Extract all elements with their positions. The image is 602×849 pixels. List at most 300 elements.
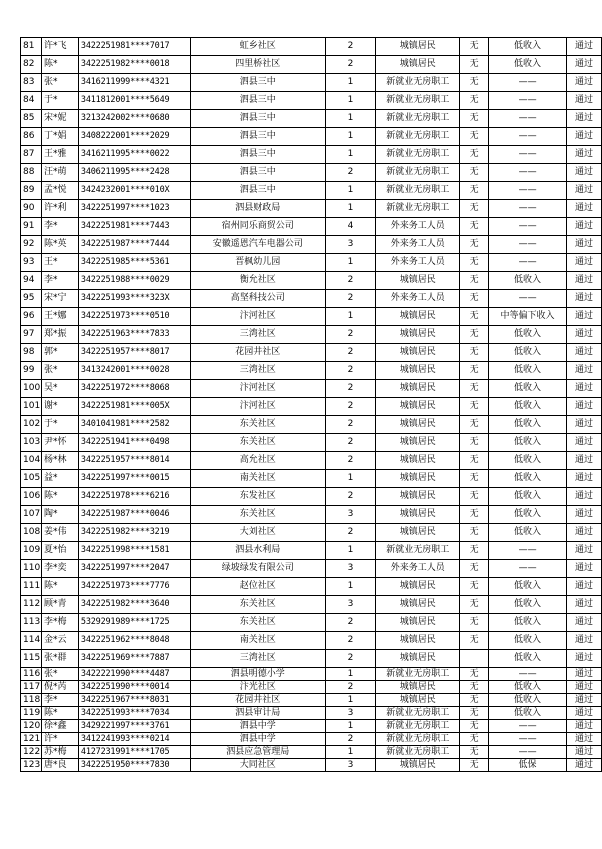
workplace-cell: 三湾社区 xyxy=(190,326,325,344)
row-number-cell: 122 xyxy=(21,746,42,759)
applicant-category-cell: 城镇居民 xyxy=(376,759,460,772)
id-number-cell: 3422251941****0498 xyxy=(78,434,190,452)
applicant-name-cell: 徐*鑫 xyxy=(41,720,78,733)
household-size-cell: 3 xyxy=(325,506,376,524)
workplace-cell: 晋枫幼儿园 xyxy=(190,254,325,272)
applicant-category-cell: 城镇居民 xyxy=(376,362,460,380)
applicant-name-cell: 李* xyxy=(41,694,78,707)
applicant-name-cell: 张* xyxy=(41,362,78,380)
applicant-category-cell: 外来务工人员 xyxy=(376,218,460,236)
income-level-cell: 低收入 xyxy=(489,470,567,488)
row-number-cell: 81 xyxy=(21,38,42,56)
housing-status-cell: 无 xyxy=(460,398,489,416)
id-number-cell: 3422251972****8068 xyxy=(78,380,190,398)
applicant-name-cell: 李* xyxy=(41,218,78,236)
table-row xyxy=(21,681,602,694)
workplace-cell: 花园井社区 xyxy=(190,694,325,707)
applicant-category-cell: 城镇居民 xyxy=(376,596,460,614)
review-result-cell: 通过 xyxy=(567,344,602,362)
applicant-name-cell: 许* xyxy=(41,733,78,746)
row-number-cell: 89 xyxy=(21,182,42,200)
applicant-category-cell: 新就业无房职工 xyxy=(376,542,460,560)
applicant-name-cell: 金*云 xyxy=(41,632,78,650)
table-row xyxy=(21,470,602,488)
id-number-cell: 3422251957****8017 xyxy=(78,344,190,362)
table-row xyxy=(21,596,602,614)
household-size-cell: 2 xyxy=(325,524,376,542)
row-number-cell: 82 xyxy=(21,56,42,74)
workplace-cell: 宿州同乐商贸公司 xyxy=(190,218,325,236)
applicant-category-cell: 城镇居民 xyxy=(376,308,460,326)
household-size-cell: 2 xyxy=(325,164,376,182)
household-size-cell: 1 xyxy=(325,200,376,218)
income-level-cell: 低收入 xyxy=(489,344,567,362)
applicant-name-cell: 丁*娟 xyxy=(41,128,78,146)
household-size-cell: 3 xyxy=(325,560,376,578)
id-number-cell: 3422251973****7776 xyxy=(78,578,190,596)
household-size-cell: 1 xyxy=(325,668,376,681)
applicant-category-cell: 城镇居民 xyxy=(376,694,460,707)
id-number-cell: 3422251997****2047 xyxy=(78,560,190,578)
id-number-cell: 3429221997****3761 xyxy=(78,720,190,733)
workplace-cell: 泗县财政局 xyxy=(190,200,325,218)
row-number-cell: 101 xyxy=(21,398,42,416)
household-size-cell: 1 xyxy=(325,720,376,733)
housing-status-cell: 无 xyxy=(460,236,489,254)
income-level-cell: —— xyxy=(489,182,567,200)
income-level-cell: 低收入 xyxy=(489,56,567,74)
applicant-category-cell: 城镇居民 xyxy=(376,434,460,452)
table-row xyxy=(21,326,602,344)
household-size-cell: 2 xyxy=(325,290,376,308)
income-level-cell: 低收入 xyxy=(489,416,567,434)
income-level-cell: 低收入 xyxy=(489,488,567,506)
income-level-cell: —— xyxy=(489,254,567,272)
applicant-name-cell: 宋*宁 xyxy=(41,290,78,308)
income-level-cell: —— xyxy=(489,720,567,733)
household-size-cell: 1 xyxy=(325,308,376,326)
review-result-cell: 通过 xyxy=(567,506,602,524)
housing-status-cell: 无 xyxy=(460,326,489,344)
row-number-cell: 105 xyxy=(21,470,42,488)
id-number-cell: 3422251997****0015 xyxy=(78,470,190,488)
income-level-cell: —— xyxy=(489,218,567,236)
housing-status-cell: 无 xyxy=(460,759,489,772)
id-number-cell: 3424232001****010X xyxy=(78,182,190,200)
housing-status-cell: 无 xyxy=(460,524,489,542)
household-size-cell: 1 xyxy=(325,470,376,488)
applicant-name-cell: 陶* xyxy=(41,506,78,524)
housing-status-cell: 无 xyxy=(460,578,489,596)
table-row xyxy=(21,398,602,416)
housing-status-cell: 无 xyxy=(460,542,489,560)
review-result-cell: 通过 xyxy=(567,614,602,632)
review-result-cell: 通过 xyxy=(567,326,602,344)
applicant-category-cell: 城镇居民 xyxy=(376,614,460,632)
row-number-cell: 118 xyxy=(21,694,42,707)
income-level-cell: 低收入 xyxy=(489,326,567,344)
table-row xyxy=(21,56,602,74)
housing-status-cell: 无 xyxy=(460,452,489,470)
household-size-cell: 2 xyxy=(325,380,376,398)
table-row xyxy=(21,38,602,56)
workplace-cell: 泗县中学 xyxy=(190,720,325,733)
income-level-cell: 低收入 xyxy=(489,362,567,380)
table-row xyxy=(21,380,602,398)
table-row xyxy=(21,272,602,290)
income-level-cell: 低收入 xyxy=(489,578,567,596)
income-level-cell: 低收入 xyxy=(489,596,567,614)
id-number-cell: 3422251962****8048 xyxy=(78,632,190,650)
housing-status-cell: 无 xyxy=(460,506,489,524)
applicant-category-cell: 新就业无房职工 xyxy=(376,200,460,218)
housing-status-cell: 无 xyxy=(460,38,489,56)
table-row xyxy=(21,694,602,707)
table-row xyxy=(21,74,602,92)
housing-status-cell: 无 xyxy=(460,380,489,398)
applicant-category-cell: 新就业无房职工 xyxy=(376,110,460,128)
applicant-category-cell: 新就业无房职工 xyxy=(376,182,460,200)
table-row xyxy=(21,578,602,596)
review-result-cell: 通过 xyxy=(567,560,602,578)
table-row xyxy=(21,182,602,200)
review-result-cell: 通过 xyxy=(567,650,602,668)
applicant-category-cell: 新就业无房职工 xyxy=(376,733,460,746)
applicant-name-cell: 宋*妮 xyxy=(41,110,78,128)
housing-status-cell: 无 xyxy=(460,200,489,218)
id-number-cell: 3422251978****6216 xyxy=(78,488,190,506)
applicant-category-cell: 新就业无房职工 xyxy=(376,128,460,146)
table-row xyxy=(21,128,602,146)
workplace-cell: 赵位社区 xyxy=(190,578,325,596)
household-size-cell: 2 xyxy=(325,416,376,434)
income-level-cell: 低收入 xyxy=(489,272,567,290)
row-number-cell: 96 xyxy=(21,308,42,326)
applicant-category-cell: 新就业无房职工 xyxy=(376,720,460,733)
review-result-cell: 通过 xyxy=(567,720,602,733)
row-number-cell: 90 xyxy=(21,200,42,218)
workplace-cell: 泗县三中 xyxy=(190,92,325,110)
household-size-cell: 1 xyxy=(325,146,376,164)
workplace-cell: 南关社区 xyxy=(190,632,325,650)
row-number-cell: 108 xyxy=(21,524,42,542)
workplace-cell: 花园井社区 xyxy=(190,344,325,362)
review-result-cell: 通过 xyxy=(567,200,602,218)
row-number-cell: 91 xyxy=(21,218,42,236)
housing-status-cell: 无 xyxy=(460,164,489,182)
applicant-category-cell: 新就业无房职工 xyxy=(376,164,460,182)
table-row xyxy=(21,362,602,380)
household-size-cell: 1 xyxy=(325,578,376,596)
review-result-cell: 通过 xyxy=(567,759,602,772)
review-result-cell: 通过 xyxy=(567,694,602,707)
id-number-cell: 3422251998****1581 xyxy=(78,542,190,560)
applicant-table xyxy=(20,37,602,772)
workplace-cell: 泗县审计局 xyxy=(190,707,325,720)
household-size-cell: 2 xyxy=(325,398,376,416)
id-number-cell: 3422251973****0510 xyxy=(78,308,190,326)
row-number-cell: 88 xyxy=(21,164,42,182)
id-number-cell: 3422251969****7887 xyxy=(78,650,190,668)
applicant-category-cell: 城镇居民 xyxy=(376,380,460,398)
applicant-name-cell: 许*飞 xyxy=(41,38,78,56)
row-number-cell: 84 xyxy=(21,92,42,110)
table-row xyxy=(21,290,602,308)
income-level-cell: 低收入 xyxy=(489,614,567,632)
housing-status-cell: 无 xyxy=(460,434,489,452)
workplace-cell: 泗县三中 xyxy=(190,164,325,182)
workplace-cell: 大刘社区 xyxy=(190,524,325,542)
workplace-cell: 四里桥社区 xyxy=(190,56,325,74)
review-result-cell: 通过 xyxy=(567,362,602,380)
income-level-cell: 低收入 xyxy=(489,632,567,650)
review-result-cell: 通过 xyxy=(567,416,602,434)
id-number-cell: 3422251993****7034 xyxy=(78,707,190,720)
workplace-cell: 大同社区 xyxy=(190,759,325,772)
household-size-cell: 1 xyxy=(325,92,376,110)
table-row xyxy=(21,542,602,560)
review-result-cell: 通过 xyxy=(567,542,602,560)
id-number-cell: 3413242001****0028 xyxy=(78,362,190,380)
table-row xyxy=(21,759,602,772)
row-number-cell: 121 xyxy=(21,733,42,746)
applicant-category-cell: 城镇居民 xyxy=(376,524,460,542)
applicant-category-cell: 城镇居民 xyxy=(376,38,460,56)
household-size-cell: 2 xyxy=(325,362,376,380)
household-size-cell: 1 xyxy=(325,110,376,128)
housing-status-cell: 无 xyxy=(460,290,489,308)
applicant-category-cell: 城镇居民 xyxy=(376,398,460,416)
id-number-cell: 3422251957****8014 xyxy=(78,452,190,470)
income-level-cell: —— xyxy=(489,290,567,308)
table-row xyxy=(21,254,602,272)
applicant-name-cell: 李* xyxy=(41,272,78,290)
table-row xyxy=(21,506,602,524)
table-row xyxy=(21,146,602,164)
id-number-cell: 4127231991****1705 xyxy=(78,746,190,759)
household-size-cell: 3 xyxy=(325,236,376,254)
household-size-cell: 2 xyxy=(325,488,376,506)
applicant-category-cell: 城镇居民 xyxy=(376,632,460,650)
review-result-cell: 通过 xyxy=(567,308,602,326)
table-row xyxy=(21,452,602,470)
income-level-cell: —— xyxy=(489,200,567,218)
applicant-category-cell: 外来务工人员 xyxy=(376,560,460,578)
applicant-name-cell: 张* xyxy=(41,668,78,681)
applicant-name-cell: 李*奕 xyxy=(41,560,78,578)
housing-status-cell: 无 xyxy=(460,470,489,488)
applicant-name-cell: 顾*青 xyxy=(41,596,78,614)
workplace-cell: 衡允社区 xyxy=(190,272,325,290)
id-number-cell: 3422251987****7444 xyxy=(78,236,190,254)
review-result-cell: 通过 xyxy=(567,182,602,200)
housing-status-cell: 无 xyxy=(460,681,489,694)
applicant-name-cell: 苏*梅 xyxy=(41,746,78,759)
review-result-cell: 通过 xyxy=(567,733,602,746)
review-result-cell: 通过 xyxy=(567,707,602,720)
applicant-name-cell: 陈* xyxy=(41,488,78,506)
review-result-cell: 通过 xyxy=(567,746,602,759)
applicant-category-cell: 城镇居民 xyxy=(376,470,460,488)
applicant-category-cell: 城镇居民 xyxy=(376,326,460,344)
housing-status-cell: 无 xyxy=(460,746,489,759)
income-level-cell: —— xyxy=(489,668,567,681)
household-size-cell: 2 xyxy=(325,344,376,362)
table-row xyxy=(21,650,602,668)
review-result-cell: 通过 xyxy=(567,272,602,290)
household-size-cell: 2 xyxy=(325,434,376,452)
household-size-cell: 2 xyxy=(325,452,376,470)
id-number-cell: 3406211995****2428 xyxy=(78,164,190,182)
household-size-cell: 3 xyxy=(325,596,376,614)
id-number-cell: 3422251993****323X xyxy=(78,290,190,308)
applicant-name-cell: 唐*良 xyxy=(41,759,78,772)
applicant-category-cell: 外来务工人员 xyxy=(376,254,460,272)
workplace-cell: 泗县明德小学 xyxy=(190,668,325,681)
housing-status-cell: 无 xyxy=(460,254,489,272)
workplace-cell: 东关社区 xyxy=(190,416,325,434)
row-number-cell: 104 xyxy=(21,452,42,470)
applicant-category-cell: 城镇居民 xyxy=(376,488,460,506)
housing-status-cell: 无 xyxy=(460,596,489,614)
income-level-cell: —— xyxy=(489,236,567,254)
workplace-cell: 汴河社区 xyxy=(190,380,325,398)
table-row xyxy=(21,92,602,110)
applicant-category-cell: 城镇居民 xyxy=(376,344,460,362)
household-size-cell: 4 xyxy=(325,218,376,236)
workplace-cell: 泗县三中 xyxy=(190,110,325,128)
applicant-category-cell: 城镇居民 xyxy=(376,650,460,668)
row-number-cell: 109 xyxy=(21,542,42,560)
row-number-cell: 92 xyxy=(21,236,42,254)
row-number-cell: 123 xyxy=(21,759,42,772)
review-result-cell: 通过 xyxy=(567,488,602,506)
review-result-cell: 通过 xyxy=(567,74,602,92)
row-number-cell: 115 xyxy=(21,650,42,668)
household-size-cell: 2 xyxy=(325,681,376,694)
applicant-name-cell: 王*雅 xyxy=(41,146,78,164)
household-size-cell: 1 xyxy=(325,128,376,146)
workplace-cell: 汴光社区 xyxy=(190,681,325,694)
row-number-cell: 120 xyxy=(21,720,42,733)
id-number-cell: 3422251963****7833 xyxy=(78,326,190,344)
table-row xyxy=(21,236,602,254)
income-level-cell: 低收入 xyxy=(489,38,567,56)
workplace-cell: 泗县水利局 xyxy=(190,542,325,560)
id-number-cell: 3422251982****3640 xyxy=(78,596,190,614)
id-number-cell: 3422251982****0018 xyxy=(78,56,190,74)
household-size-cell: 2 xyxy=(325,272,376,290)
applicant-category-cell: 新就业无房职工 xyxy=(376,92,460,110)
review-result-cell: 通过 xyxy=(567,236,602,254)
income-level-cell: 低收入 xyxy=(489,452,567,470)
row-number-cell: 103 xyxy=(21,434,42,452)
housing-status-cell: 无 xyxy=(460,560,489,578)
applicant-name-cell: 陈* xyxy=(41,707,78,720)
income-level-cell: 低收入 xyxy=(489,380,567,398)
applicant-name-cell: 吴* xyxy=(41,380,78,398)
row-number-cell: 87 xyxy=(21,146,42,164)
income-level-cell: 低收入 xyxy=(489,434,567,452)
review-result-cell: 通过 xyxy=(567,146,602,164)
row-number-cell: 107 xyxy=(21,506,42,524)
housing-status-cell: 无 xyxy=(460,362,489,380)
applicant-category-cell: 城镇居民 xyxy=(376,506,460,524)
id-number-cell: 3416211999****4321 xyxy=(78,74,190,92)
household-size-cell: 2 xyxy=(325,326,376,344)
table-row xyxy=(21,344,602,362)
income-level-cell: —— xyxy=(489,560,567,578)
applicant-category-cell: 城镇居民 xyxy=(376,578,460,596)
review-result-cell: 通过 xyxy=(567,452,602,470)
applicant-name-cell: 张*群 xyxy=(41,650,78,668)
applicant-name-cell: 杨*林 xyxy=(41,452,78,470)
housing-status-cell: 无 xyxy=(460,488,489,506)
row-number-cell: 106 xyxy=(21,488,42,506)
workplace-cell: 泗县三中 xyxy=(190,74,325,92)
applicant-category-cell: 新就业无房职工 xyxy=(376,74,460,92)
income-level-cell: 低收入 xyxy=(489,694,567,707)
id-number-cell: 3408222001****2029 xyxy=(78,128,190,146)
income-level-cell: 低收入 xyxy=(489,707,567,720)
row-number-cell: 94 xyxy=(21,272,42,290)
table-row xyxy=(21,668,602,681)
id-number-cell: 3416211995****0022 xyxy=(78,146,190,164)
workplace-cell: 安徽遥恩汽车电器公司 xyxy=(190,236,325,254)
workplace-cell: 东关社区 xyxy=(190,596,325,614)
table-row xyxy=(21,707,602,720)
income-level-cell: —— xyxy=(489,146,567,164)
review-result-cell: 通过 xyxy=(567,524,602,542)
applicant-name-cell: 陈* xyxy=(41,56,78,74)
review-result-cell: 通过 xyxy=(567,434,602,452)
table-row xyxy=(21,632,602,650)
housing-status-cell: 无 xyxy=(460,694,489,707)
row-number-cell: 113 xyxy=(21,614,42,632)
housing-status-cell: 无 xyxy=(460,128,489,146)
table-row xyxy=(21,308,602,326)
id-number-cell: 3422251981****005X xyxy=(78,398,190,416)
table-row xyxy=(21,488,602,506)
table-row xyxy=(21,614,602,632)
review-result-cell: 通过 xyxy=(567,380,602,398)
housing-status-cell: 无 xyxy=(460,632,489,650)
applicant-category-cell: 外来务工人员 xyxy=(376,236,460,254)
applicant-category-cell: 新就业无房职工 xyxy=(376,707,460,720)
housing-status-cell: 无 xyxy=(460,614,489,632)
id-number-cell: 3412241993****0214 xyxy=(78,733,190,746)
applicant-name-cell: 郑*振 xyxy=(41,326,78,344)
review-result-cell: 通过 xyxy=(567,38,602,56)
applicant-category-cell: 外来务工人员 xyxy=(376,290,460,308)
housing-status-cell: 无 xyxy=(460,182,489,200)
housing-status-cell: 无 xyxy=(460,272,489,290)
workplace-cell: 三湾社区 xyxy=(190,650,325,668)
id-number-cell: 3422251988****0029 xyxy=(78,272,190,290)
table-row xyxy=(21,434,602,452)
review-result-cell: 通过 xyxy=(567,632,602,650)
id-number-cell: 3213242002****0680 xyxy=(78,110,190,128)
workplace-cell: 泗县三中 xyxy=(190,146,325,164)
id-number-cell: 3422251990****0014 xyxy=(78,681,190,694)
row-number-cell: 111 xyxy=(21,578,42,596)
row-number-cell: 112 xyxy=(21,596,42,614)
id-number-cell: 5329291989****1725 xyxy=(78,614,190,632)
income-level-cell: 低收入 xyxy=(489,506,567,524)
housing-status-cell: 无 xyxy=(460,668,489,681)
housing-status-cell: 无 xyxy=(460,416,489,434)
review-result-cell: 通过 xyxy=(567,218,602,236)
